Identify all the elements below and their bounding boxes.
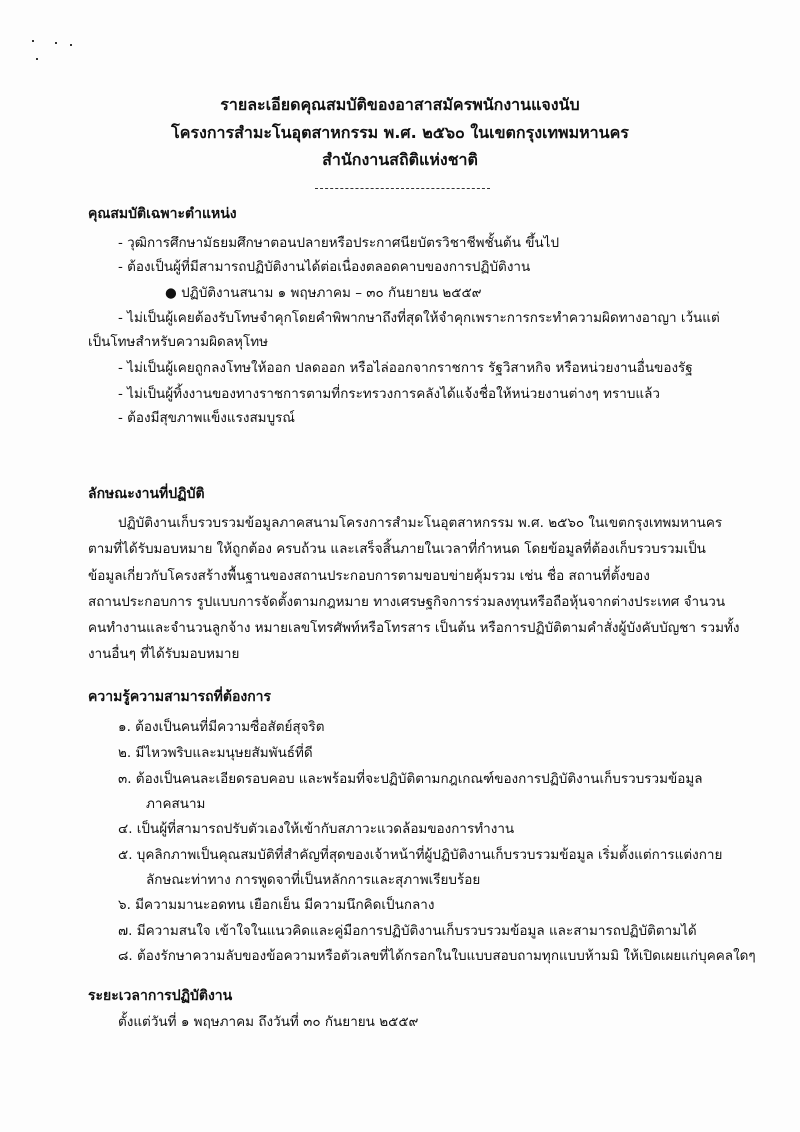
scan-speck (55, 42, 57, 44)
list-item: - ต้องมีสุขภาพแข็งแรงสมบูรณ์ (118, 410, 295, 426)
section-period-heading: ระยะเวลาการปฏิบัติงาน (88, 988, 233, 1004)
scan-speck (32, 40, 34, 42)
list-item: ภาคสนาม (146, 796, 206, 812)
paragraph-line: ตามที่ได้รับมอบหมาย ให้ถูกต้อง ครบถ้วน และเสร็จสิ้นภายในเวลาที่กำหนด โดยข้อมูลที่ต้องเก็บรวบรวมเป็น (88, 541, 706, 557)
list-item: ๖. มีความมานะอดทน เยือกเย็น มีความนึกคิดเป็นกลาง (118, 897, 435, 913)
paragraph-line: ปฏิบัติงานเก็บรวบรวมข้อมูลภาคสนามโครงการสำมะโนอุตสาหกรรม พ.ศ. ๒๕๖๐ ในเขตกรุงเทพมหานคร (118, 515, 723, 531)
list-item: - ต้องเป็นผู้ที่มีสามารถปฏิบัติงานได้ต่อเนื่องตลอดคาบของการปฏิบัติงาน (118, 259, 531, 275)
paragraph-line: สถานประกอบการ รูปแบบการจัดตั้งตามกฎหมาย ทางเศรษฐกิจการร่วมลงทุนหรือถือหุ้นจากต่างประเทศ จำนวน (88, 594, 726, 610)
paragraph-line: คนทำงานและจำนวนลูกจ้าง หมายเลขโทรศัพท์หรือโทรสาร เป็นต้น หรือการปฏิบัติตามคำสั่งผู้บังคับบัญชา รวมทั้ง (88, 620, 740, 636)
scan-speck (70, 44, 72, 46)
list-item: - วุฒิการศึกษามัธยมศึกษาตอนปลายหรือประกาศนียบัตรวิชาชีพชั้นต้น ขึ้นไป (118, 235, 560, 251)
title-line-3: สำนักงานสถิติแห่งชาติ (322, 150, 478, 169)
list-item: ● ปฏิบัติงานสนาม ๑ พฤษภาคม – ๓๐ กันยายน ๒๕๕๙ (165, 285, 482, 301)
list-item: - ไม่เป็นผู้เคยต้องรับโทษจำคุกโดยคำพิพากษาถึงที่สุดให้จำคุกเพราะการกระทำความผิดทางอาญา เว้นแต่ (118, 310, 720, 326)
scan-speck (36, 58, 38, 60)
list-item: ๒. มีไหวพริบและมนุษยสัมพันธ์ที่ดี (118, 745, 313, 761)
list-item: - ไม่เป็นผู้ทิ้งงานของทางราชการตามที่กระทรวงการคลังได้แจ้งชื่อให้หน่วยงานต่างๆ ทราบแล้ว (118, 386, 660, 402)
section-duties-heading: ลักษณะงานที่ปฏิบัติ (88, 486, 205, 502)
list-item: ๑. ต้องเป็นคนที่มีความซื่อสัตย์สุจริต (118, 719, 325, 735)
list-item: ๘. ต้องรักษาความลับของข้อความหรือตัวเลขที่ได้กรอกในใบแบบสอบถามทุกแบบห้ามมิ ให้เปิดเผยแก่บุคคลใดๆ (118, 948, 756, 964)
list-item: เป็นโทษสำหรับความผิดลหุโทษ (88, 334, 268, 350)
section-skills-heading: ความรู้ความสามารถที่ต้องการ (88, 689, 272, 705)
list-item: ๗. มีความสนใจ เข้าใจในแนวคิดและคู่มือการปฏิบัติงานเก็บรวบรวมข้อมูล และสามารถปฏิบัติตามได้ (118, 923, 697, 939)
title-line-1: รายละเอียดคุณสมบัติของอาสาสมัครพนักงานแจงนับ (220, 95, 580, 114)
list-item: ลักษณะท่าทาง การพูดจาที่เป็นหลักการและสุภาพเรียบร้อย (146, 872, 481, 888)
title-line-2: โครงการสำมะโนอุตสาหกรรม พ.ศ. ๒๕๖๐ ในเขตกรุงเทพมหานคร (171, 123, 629, 142)
list-item: ๔. เป็นผู้ที่สามารถปรับตัวเองให้เข้ากับสภาวะแวดล้อมของการทำงาน (118, 821, 515, 837)
section-qualifications-heading: คุณสมบัติเฉพาะตำแหน่ง (88, 206, 237, 222)
period-text: ตั้งแต่วันที่ ๑ พฤษภาคม ถึงวันที่ ๓๐ กันยายน ๒๕๕๙ (118, 1014, 419, 1030)
paragraph-line: งานอื่นๆ ที่ได้รับมอบหมาย (88, 646, 240, 662)
paragraph-line: ข้อมูลเกี่ยวกับโครงสร้างพื้นฐานของสถานประกอบการตามขอบข่ายคุ้มรวม เช่น ชื่อ สถานที่ตั้งของ (88, 568, 650, 584)
list-item: ๕. บุคลิกภาพเป็นคุณสมบัติที่สำคัญที่สุดของเจ้าหน้าที่ผู้ปฏิบัติงานเก็บรวบรวมข้อมูล เริ่มตั้งแต่การแต่งกาย (118, 847, 723, 863)
title-divider (315, 188, 490, 189)
list-item: - ไม่เป็นผู้เคยถูกลงโทษให้ออก ปลดออก หรือไล่ออกจากราชการ รัฐวิสาหกิจ หรือหน่วยงานอื่นของรัฐ (118, 360, 693, 376)
list-item: ๓. ต้องเป็นคนละเอียดรอบคอบ และพร้อมที่จะปฏิบัติตามกฎเกณฑ์ของการปฏิบัติงานเก็บรวบรวมข้อมูล (118, 771, 703, 787)
